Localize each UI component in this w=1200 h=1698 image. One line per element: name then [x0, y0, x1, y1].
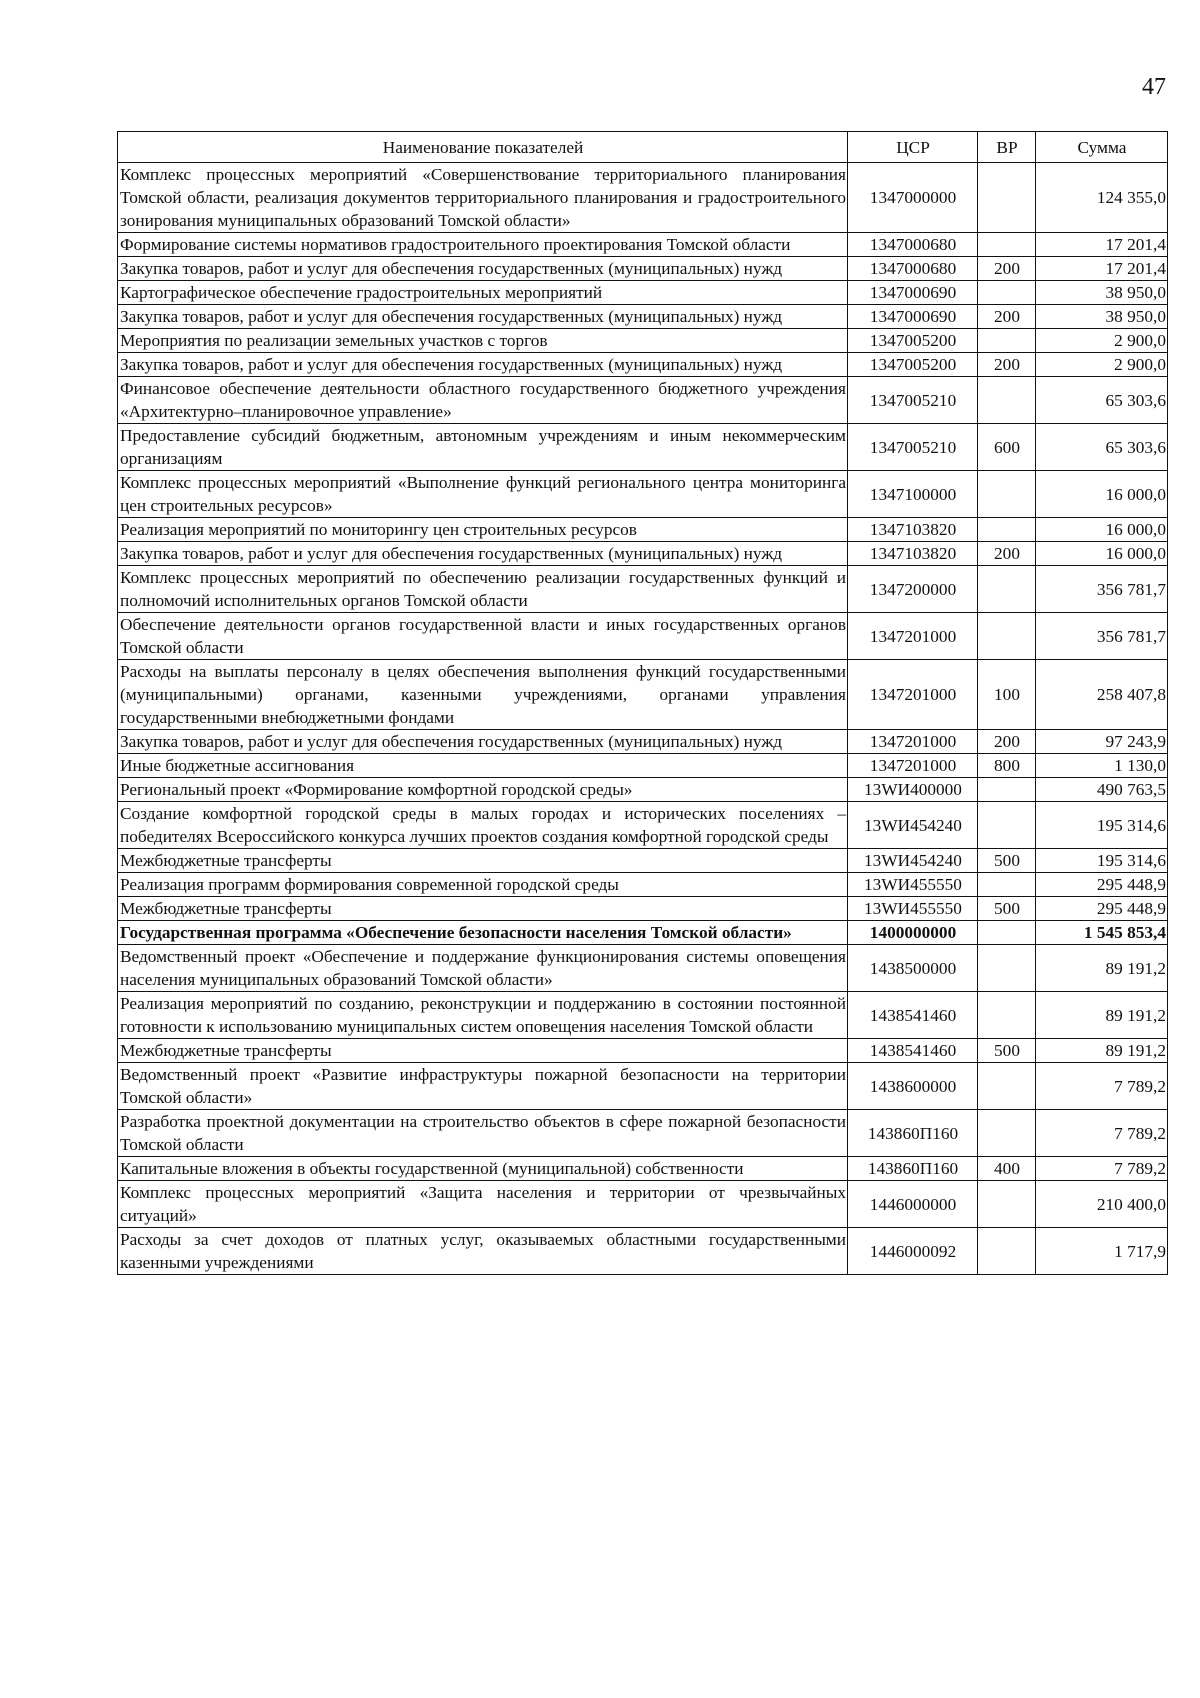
cell-name: Государственная программа «Обеспечение безопасности населения Томской области»: [118, 921, 848, 945]
cell-name: Картографическое обеспечение градостроительных мероприятий: [118, 281, 848, 305]
cell-csr: 1438541460: [848, 1039, 978, 1063]
cell-sum: 38 950,0: [1036, 305, 1168, 329]
cell-csr: 1438500000: [848, 945, 978, 992]
cell-name: Межбюджетные трансферты: [118, 849, 848, 873]
cell-name: Расходы на выплаты персоналу в целях обеспечения выполнения функций государственными (муниципальными) органами, казенными учреждениями, органами управления государственными внебюджетными фондами: [118, 660, 848, 730]
cell-name: Формирование системы нормативов градостроительного проектирования Томской области: [118, 233, 848, 257]
cell-sum: 2 900,0: [1036, 353, 1168, 377]
cell-sum: 89 191,2: [1036, 1039, 1168, 1063]
cell-sum: 356 781,7: [1036, 613, 1168, 660]
cell-vr: 200: [978, 730, 1036, 754]
cell-name: Закупка товаров, работ и услуг для обеспечения государственных (муниципальных) нужд: [118, 730, 848, 754]
header-vr: ВР: [978, 132, 1036, 163]
table-row: [118, 163, 1168, 233]
table-row: [118, 873, 1168, 897]
table-row: [118, 329, 1168, 353]
table-row: [118, 471, 1168, 518]
cell-csr: 1438600000: [848, 1063, 978, 1110]
cell-sum: 17 201,4: [1036, 257, 1168, 281]
page-number: 47: [1142, 74, 1166, 100]
cell-vr: [978, 802, 1036, 849]
table-row: [118, 353, 1168, 377]
cell-vr: [978, 613, 1036, 660]
cell-name: Разработка проектной документации на строительство объектов в сфере пожарной безопасности Томской области: [118, 1110, 848, 1157]
header-name: Наименование показателей: [118, 132, 848, 163]
cell-csr: 13WИ455550: [848, 897, 978, 921]
cell-vr: [978, 377, 1036, 424]
table-row: [118, 566, 1168, 613]
cell-name: Комплекс процессных мероприятий «Совершенствование территориального планирования Томской области, реализация документов территориального планирования и градостроительного зонирования муниципальных образований Томской области»: [118, 163, 848, 233]
table-row: [118, 281, 1168, 305]
cell-sum: 490 763,5: [1036, 778, 1168, 802]
cell-vr: [978, 163, 1036, 233]
table-row: [118, 921, 1168, 945]
cell-csr: 1347005200: [848, 329, 978, 353]
cell-csr: 1347000680: [848, 257, 978, 281]
cell-vr: [978, 921, 1036, 945]
cell-vr: 800: [978, 754, 1036, 778]
cell-csr: 1347005210: [848, 424, 978, 471]
cell-csr: 13WИ400000: [848, 778, 978, 802]
table-row: [118, 945, 1168, 992]
cell-sum: 65 303,6: [1036, 424, 1168, 471]
cell-sum: 295 448,9: [1036, 873, 1168, 897]
cell-name: Ведомственный проект «Развитие инфраструктуры пожарной безопасности на территории Томской области»: [118, 1063, 848, 1110]
cell-sum: 7 789,2: [1036, 1063, 1168, 1110]
table-row: [118, 1063, 1168, 1110]
cell-name: Межбюджетные трансферты: [118, 897, 848, 921]
cell-csr: 1347201000: [848, 613, 978, 660]
cell-csr: 1347201000: [848, 660, 978, 730]
cell-vr: 500: [978, 849, 1036, 873]
cell-vr: 500: [978, 1039, 1036, 1063]
table-row: [118, 730, 1168, 754]
cell-name: Мероприятия по реализации земельных участков с торгов: [118, 329, 848, 353]
cell-sum: 1 545 853,4: [1036, 921, 1168, 945]
table-row: [118, 1157, 1168, 1181]
cell-vr: 400: [978, 1157, 1036, 1181]
cell-vr: [978, 566, 1036, 613]
cell-name: Региональный проект «Формирование комфортной городской среды»: [118, 778, 848, 802]
cell-csr: 13WИ455550: [848, 873, 978, 897]
table-row: [118, 897, 1168, 921]
cell-csr: 1347000680: [848, 233, 978, 257]
table-row: [118, 778, 1168, 802]
cell-csr: 1347005210: [848, 377, 978, 424]
cell-name: Закупка товаров, работ и услуг для обеспечения государственных (муниципальных) нужд: [118, 257, 848, 281]
cell-name: Реализация мероприятий по созданию, реконструкции и поддержанию в состоянии постоянной готовности к использованию муниципальных систем оповещения населения Томской области: [118, 992, 848, 1039]
cell-vr: 100: [978, 660, 1036, 730]
table-row: [118, 257, 1168, 281]
table-body: [118, 163, 1168, 1275]
cell-sum: 195 314,6: [1036, 802, 1168, 849]
cell-vr: [978, 873, 1036, 897]
cell-sum: 65 303,6: [1036, 377, 1168, 424]
cell-name: Комплекс процессных мероприятий «Защита населения и территории от чрезвычайных ситуаций»: [118, 1181, 848, 1228]
cell-csr: 1347103820: [848, 542, 978, 566]
cell-name: Ведомственный проект «Обеспечение и поддержание функционирования системы оповещения населения муниципальных образований Томской области»: [118, 945, 848, 992]
cell-vr: [978, 281, 1036, 305]
cell-csr: 1446000000: [848, 1181, 978, 1228]
cell-csr: 1347100000: [848, 471, 978, 518]
cell-sum: 89 191,2: [1036, 992, 1168, 1039]
cell-vr: 200: [978, 353, 1036, 377]
cell-vr: 500: [978, 897, 1036, 921]
cell-name: Закупка товаров, работ и услуг для обеспечения государственных (муниципальных) нужд: [118, 305, 848, 329]
cell-csr: 1347000690: [848, 305, 978, 329]
table-row: [118, 424, 1168, 471]
cell-vr: 200: [978, 542, 1036, 566]
cell-name: Расходы за счет доходов от платных услуг, оказываемых областными государственными казенными учреждениями: [118, 1228, 848, 1275]
cell-csr: 1400000000: [848, 921, 978, 945]
cell-name: Обеспечение деятельности органов государственной власти и иных государственных органов Томской области: [118, 613, 848, 660]
table-row: [118, 1181, 1168, 1228]
cell-sum: 89 191,2: [1036, 945, 1168, 992]
cell-name: Межбюджетные трансферты: [118, 1039, 848, 1063]
table-row: [118, 542, 1168, 566]
cell-name: Закупка товаров, работ и услуг для обеспечения государственных (муниципальных) нужд: [118, 353, 848, 377]
cell-vr: 200: [978, 257, 1036, 281]
cell-sum: 38 950,0: [1036, 281, 1168, 305]
cell-vr: [978, 233, 1036, 257]
cell-csr: 1347103820: [848, 518, 978, 542]
cell-csr: 1347000690: [848, 281, 978, 305]
cell-sum: 16 000,0: [1036, 471, 1168, 518]
cell-name: Финансовое обеспечение деятельности областного государственного бюджетного учреждения «Архитектурно–планировочное управление»: [118, 377, 848, 424]
cell-sum: 7 789,2: [1036, 1157, 1168, 1181]
cell-csr: 13WИ454240: [848, 802, 978, 849]
cell-vr: [978, 518, 1036, 542]
cell-csr: 143860П160: [848, 1157, 978, 1181]
table-row: [118, 1110, 1168, 1157]
header-sum: Сумма: [1036, 132, 1168, 163]
table-row: [118, 1228, 1168, 1275]
cell-csr: 1347000000: [848, 163, 978, 233]
table-row: [118, 377, 1168, 424]
cell-sum: 1 717,9: [1036, 1228, 1168, 1275]
cell-vr: [978, 778, 1036, 802]
cell-vr: [978, 992, 1036, 1039]
cell-sum: 258 407,8: [1036, 660, 1168, 730]
cell-csr: 1347201000: [848, 730, 978, 754]
cell-vr: [978, 329, 1036, 353]
cell-sum: 210 400,0: [1036, 1181, 1168, 1228]
cell-csr: 1347200000: [848, 566, 978, 613]
budget-table: [117, 131, 1168, 1275]
cell-name: Комплекс процессных мероприятий «Выполнение функций регионального центра мониторинга цен строительных ресурсов»: [118, 471, 848, 518]
cell-sum: 195 314,6: [1036, 849, 1168, 873]
cell-csr: 1347201000: [848, 754, 978, 778]
cell-vr: [978, 945, 1036, 992]
table-header-row: [118, 132, 1168, 163]
cell-name: Реализация мероприятий по мониторингу цен строительных ресурсов: [118, 518, 848, 542]
table-row: [118, 305, 1168, 329]
cell-vr: [978, 1110, 1036, 1157]
table-row: [118, 802, 1168, 849]
cell-sum: 97 243,9: [1036, 730, 1168, 754]
cell-vr: 600: [978, 424, 1036, 471]
cell-sum: 2 900,0: [1036, 329, 1168, 353]
cell-csr: 13WИ454240: [848, 849, 978, 873]
cell-name: Создание комфортной городской среды в малых городах и исторических поселениях – победителях Всероссийского конкурса лучших проектов создания комфортной городской среды: [118, 802, 848, 849]
cell-sum: 295 448,9: [1036, 897, 1168, 921]
cell-name: Реализация программ формирования современной городской среды: [118, 873, 848, 897]
cell-sum: 7 789,2: [1036, 1110, 1168, 1157]
cell-sum: 17 201,4: [1036, 233, 1168, 257]
cell-csr: 1438541460: [848, 992, 978, 1039]
cell-vr: [978, 471, 1036, 518]
cell-name: Комплекс процессных мероприятий по обеспечению реализации государственных функций и полномочий исполнительных органов Томской области: [118, 566, 848, 613]
table-row: [118, 660, 1168, 730]
cell-sum: 1 130,0: [1036, 754, 1168, 778]
table-row: [118, 613, 1168, 660]
table-row: [118, 754, 1168, 778]
cell-sum: 356 781,7: [1036, 566, 1168, 613]
cell-vr: [978, 1228, 1036, 1275]
cell-csr: 1347005200: [848, 353, 978, 377]
header-csr: ЦСР: [848, 132, 978, 163]
table-row: [118, 992, 1168, 1039]
cell-vr: [978, 1181, 1036, 1228]
cell-vr: 200: [978, 305, 1036, 329]
cell-sum: 16 000,0: [1036, 518, 1168, 542]
table-row: [118, 518, 1168, 542]
table-row: [118, 849, 1168, 873]
cell-sum: 16 000,0: [1036, 542, 1168, 566]
cell-csr: 1446000092: [848, 1228, 978, 1275]
cell-csr: 143860П160: [848, 1110, 978, 1157]
cell-name: Иные бюджетные ассигнования: [118, 754, 848, 778]
table-row: [118, 1039, 1168, 1063]
cell-sum: 124 355,0: [1036, 163, 1168, 233]
cell-name: Закупка товаров, работ и услуг для обеспечения государственных (муниципальных) нужд: [118, 542, 848, 566]
cell-name: Капитальные вложения в объекты государственной (муниципальной) собственности: [118, 1157, 848, 1181]
table-row: [118, 233, 1168, 257]
cell-name: Предоставление субсидий бюджетным, автономным учреждениям и иным некоммерческим организациям: [118, 424, 848, 471]
cell-vr: [978, 1063, 1036, 1110]
